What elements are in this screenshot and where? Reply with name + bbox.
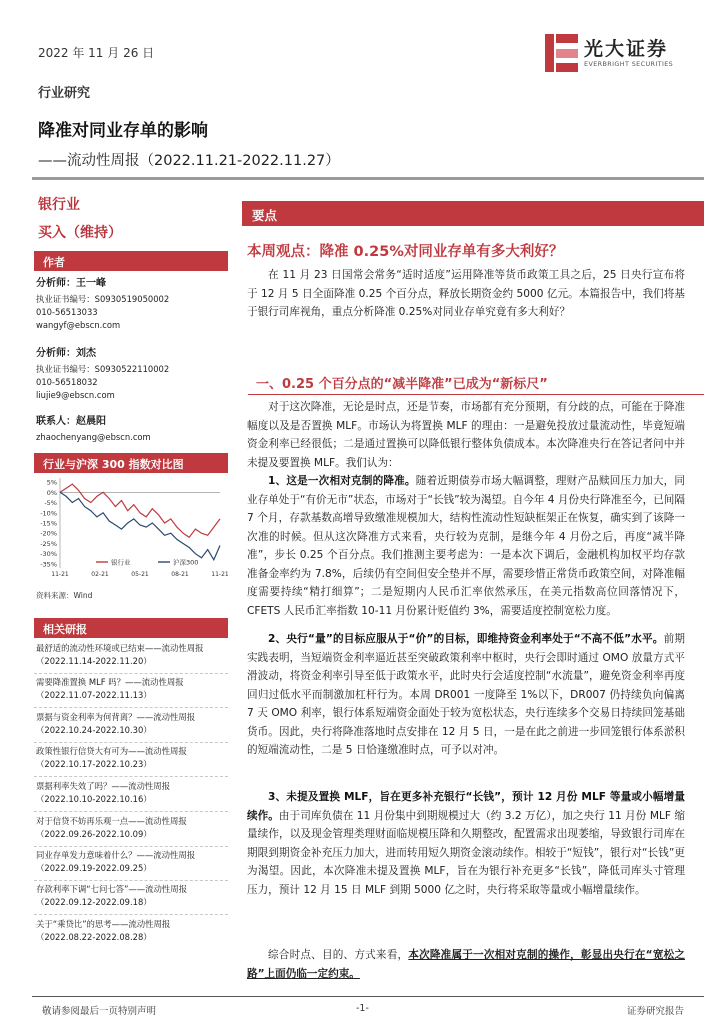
related-report-link[interactable]: 需要降准置换 MLF 吗？——流动性周报（2022.11.07-2022.11.13）: [36, 677, 184, 700]
y-tick-label: -35%: [40, 560, 57, 569]
header-divider: [32, 177, 704, 180]
related-divider: [34, 742, 228, 743]
related-report-link[interactable]: 政策性银行信贷大有可为——流动性周报（2022.10.17-2022.10.23）: [36, 746, 187, 769]
y-tick-label: -15%: [40, 519, 57, 528]
y-tick-label: -25%: [40, 539, 57, 548]
footer-disclaimer: 敬请参阅最后一页特别声明: [42, 1006, 157, 1017]
related-divider: [34, 914, 228, 915]
industry-label: 银行业: [38, 197, 80, 213]
section-divider: [248, 394, 704, 395]
analyst-phone: 010-56513033: [36, 307, 98, 317]
x-tick-label: 08-21: [171, 571, 189, 578]
contact-block: [36, 412, 226, 444]
report-title: 降准对同业存单的影响: [38, 121, 208, 141]
related-divider: [34, 811, 228, 812]
related-divider: [34, 880, 228, 881]
legend-label: 沪深300: [173, 558, 199, 567]
analyst-name: 分析师：刘杰: [36, 348, 96, 359]
related-report-link[interactable]: 关于“乘贷比”的思考——流动性周报（2022.08.22-2022.08.28）: [36, 919, 171, 942]
x-tick-label: 11-21: [211, 571, 228, 578]
related-report-link[interactable]: 票据利率失效了吗？——流动性周报（2022.10.10-2022.10.16）: [36, 781, 170, 804]
section-title: 一、0.25 个百分点的“减半降准”已成为“新标尺”: [256, 377, 548, 392]
related-report-link[interactable]: 存款利率下调“七问七答”——流动性周报（2022.09.12-2022.09.18）: [36, 884, 188, 907]
x-tick-label: 05-21: [131, 571, 149, 578]
analyst-email[interactable]: wangyf@ebscn.com: [36, 320, 121, 330]
related-divider: [34, 673, 228, 674]
footer-report-type: 证券研究报告: [627, 1006, 685, 1017]
weekly-view-title: 本周观点：降准 0.25%对同业存单有多大利好？: [247, 244, 564, 260]
related-report-link[interactable]: 对于信贷不妨再乐观一点——流动性周报（2022.09.26-2022.10.09）: [36, 816, 187, 839]
paragraph-6-intro: 综合时点、目的、方式来看，: [268, 949, 409, 961]
related-report-link[interactable]: 最舒适的流动性环境或已结束——流动性周报（2022.11.14-2022.11.20）: [36, 643, 204, 666]
brand-name: 光大证券: [584, 38, 669, 60]
related-divider: [34, 707, 228, 708]
brand-logo-mark-icon: [543, 32, 583, 74]
contact-email[interactable]: zhaochenyang@ebscn.com: [36, 432, 151, 442]
authors-heading: 作者: [34, 251, 228, 271]
report-category: 行业研究: [38, 86, 91, 101]
analyst-name: 分析师：王一峰: [36, 278, 106, 289]
footer-divider: [32, 996, 704, 997]
paragraph-5: [247, 788, 685, 899]
series-line-1: [60, 492, 220, 560]
report-date: 2022 年 11 月 26 日: [38, 46, 155, 60]
paragraph-4: [247, 630, 685, 760]
paragraph-6-conclusion: 本次降准属于一次相对克制的操作，彰显出央行在“宽松之路”上面仍临一定约束。: [247, 949, 685, 980]
related-divider: [34, 846, 228, 847]
y-tick-label: 0%: [46, 488, 57, 497]
paragraph-4-lead: 2、央行“量”的目标应服从于“价”的目标，: [268, 633, 477, 645]
analyst-email[interactable]: liujie9@ebscn.com: [36, 390, 115, 400]
chart-canvas: [34, 472, 228, 582]
chart-source: 资料来源：Wind: [36, 591, 93, 600]
contact-name: 联系人：赵晨阳: [36, 416, 106, 427]
analyst-cert: 执业证书编号：S0930519050002: [36, 294, 170, 304]
paragraph-3-lead: 1、这是一次相对克制的降准。: [268, 475, 416, 487]
paragraph-4-body: 前期实践表明，当短端资金利率逼近甚至突破政策利率中枢时，央行会即时通过 OMO 放量方式平滑波动，将资金利率引导至低于政策水平，此时央行会适度控制“水流量”，避免资金利率再度回归过低水平而制激加杠杆行为。本周 DR001 一度降至 1%以下，DR007 仍持续负向偏离 7 天 OMO 利率，银行体系短端资金面处于较为宽松状态，央行连续多个交易日持续回笼基础货币。因此，央行将降准落地时点安排在 12 月 5 日，一是在此之前进一步回笼银行体系淤积的短端流动性，二是 5 日恰逢缴准时点，可予以对冲。: [247, 633, 685, 756]
related-divider: [34, 776, 228, 777]
x-tick-label: 02-21: [91, 571, 109, 578]
summary-heading: 要点: [242, 201, 704, 226]
paragraph-3: [247, 472, 685, 620]
brand-name-en: EVERBRIGHT SECURITIES: [584, 60, 674, 68]
y-tick-label: -30%: [40, 550, 57, 559]
related-heading: 相关研报: [34, 618, 228, 638]
analyst-cert: 执业证书编号：S0930522110002: [36, 364, 170, 374]
paragraph-4-lead-2: 即维持资金利率处于“不高不低”水平。: [476, 633, 664, 645]
paragraph-3-body: 随着近期债券市场大幅调整，理财产品赎回压力加大，同业存单处于“有价无市”状态，市场对于“长钱”较为渴望。自今年 4 月份央行降准至今，已间隔 7 个月，存款基数高增导致缴准规模加大，结构性流动性短缺框架正在恢复，确实到了该降一次准的时候。但从这次降准方式来看，央行较为克制，是继今年 4 月份之后，再度“减半降准”，步长 0.25 个百分点。我们推测主要考虑为：一是本次下调后，金融机构加权平均存款准备金率约为 7.8%，后续仍有空间但安全垫并不厚，需要珍惜正常货币政策空间，对降准幅度需要持续“精打细算”；二是短期内人民币汇率依然承压，在美元指数高位回落情况下，CFETS 人民币汇率指数 10-11 月份累计贬值约 3%，需要适度控制宽松力度。: [247, 475, 686, 617]
paragraph-5-body: 由于司库负债在 11 月份集中到期规模过大（约 3.2 万亿），加之央行 11 月份 MLF 缩量续作，以及现金管理类理财面临规模压降和久期整改，配置需求出现萎缩，导致银行司库在期限到期资金补充压力加大，进而转用短久期资金滚动续作。相较于“短钱”，银行对“长钱”更为渴望。因此，本次降准未提及置换 MLF，旨在为银行补充更多“长钱”，降低司库头寸管理压力，预计 12 月 15 日 MLF 到期 5000 亿之时，央行将采取等量或小幅增量续作。: [247, 809, 685, 896]
y-tick-label: -5%: [44, 499, 57, 508]
related-report-link[interactable]: 票据与资金利率为何背离？——流动性周报（2022.10.24-2022.10.30）: [36, 712, 196, 735]
rating-label: 买入（维持）: [38, 225, 122, 241]
intro-paragraph: 在 11 月 23 日国常会常务“适时适度”运用降准等货币政策工具之后，25 日央行宣布将于 12 月 5 日全面降准 0.25 个百分点，释放长期资金约 5000 亿元。本篇报告中，我们将基于银行司库视角，重点分析降准 0.25%对同业存单究竟有多大利好？: [247, 269, 685, 318]
page-number: -1-: [356, 1003, 369, 1014]
paragraph-2: 对于这次降准，无论是时点，还是节奏，市场都有充分预期，有分歧的点，可能在于降准幅度以及是否置换 MLF。市场认为将置换 MLF 的理由：一是避免投放过量流动性，毕竟短端资金利率已经很低；二是通过置换可以降低银行整体负债成本。本次降准央行在答记者问中并未提及要置换 MLF。我们认为：: [247, 401, 685, 469]
related-report-link[interactable]: 同业存单发力意味着什么？——流动性周报（2022.09.19-2022.09.25）: [36, 850, 196, 873]
paragraph-5-lead: 3、未提及置换 MLF，旨在更多补充银行“长钱”，预计 12 月份 MLF 等量或小幅增量续作。: [247, 791, 685, 822]
paragraph-6: [247, 946, 685, 983]
y-tick-label: -10%: [40, 509, 57, 518]
chart-heading: 行业与沪深 300 指数对比图: [34, 453, 228, 473]
report-subtitle: ——流动性周报（2022.11.21-2022.11.27）: [38, 153, 340, 169]
analyst-phone: 010-56518032: [36, 377, 98, 387]
analyst-block: [36, 274, 226, 332]
legend-label: 银行业: [111, 558, 131, 567]
y-tick-label: -20%: [40, 529, 57, 538]
index-comparison-chart: [34, 472, 228, 582]
x-tick-label: 11-21: [51, 571, 69, 578]
analyst-block: [36, 344, 226, 402]
y-tick-label: 5%: [46, 478, 57, 487]
